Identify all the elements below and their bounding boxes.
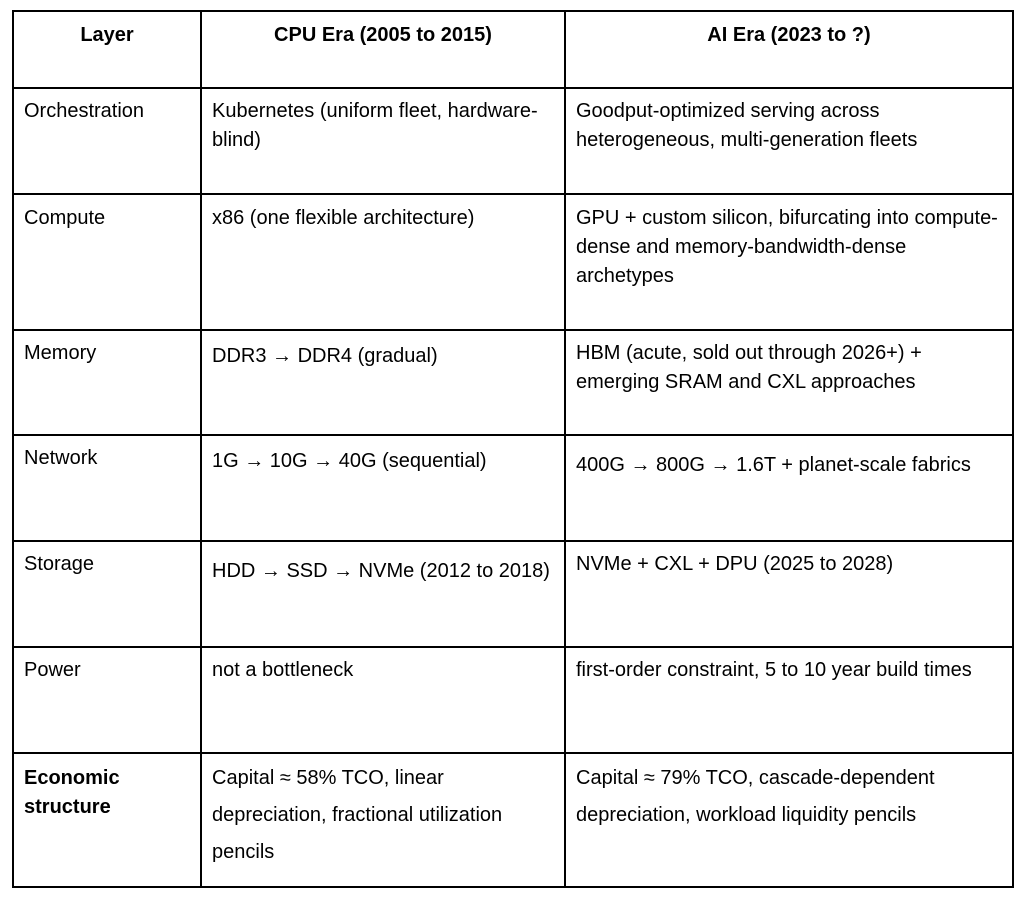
header-ai-era: AI Era (2023 to ?) bbox=[565, 11, 1013, 88]
layer-cell: Storage bbox=[13, 541, 201, 647]
cpu-era-cell: Capital ≈ 58% TCO, linear depreciation, fractional utilization pencils bbox=[201, 753, 565, 887]
layer-cell: Orchestration bbox=[13, 88, 201, 194]
ai-era-cell: Goodput-optimized serving across heterogeneous, multi-generation fleets bbox=[565, 88, 1013, 194]
layer-cell: Network bbox=[13, 435, 201, 541]
cpu-era-cell: x86 (one flexible architecture) bbox=[201, 194, 565, 330]
cpu-era-cell: Kubernetes (uniform fleet, hardware-blind) bbox=[201, 88, 565, 194]
header-layer: Layer bbox=[13, 11, 201, 88]
layer-cell: Compute bbox=[13, 194, 201, 330]
ai-era-cell: first-order constraint, 5 to 10 year build times bbox=[565, 647, 1013, 753]
cpu-era-cell: not a bottleneck bbox=[201, 647, 565, 753]
cpu-era-cell: DDR3 → DDR4 (gradual) bbox=[201, 330, 565, 435]
ai-era-cell: GPU + custom silicon, bifurcating into compute-dense and memory-bandwidth-dense archetypes bbox=[565, 194, 1013, 330]
layer-cell: Power bbox=[13, 647, 201, 753]
ai-era-cell: 400G → 800G → 1.6T + planet-scale fabrics bbox=[565, 435, 1013, 541]
ai-era-cell: NVMe + CXL + DPU (2025 to 2028) bbox=[565, 541, 1013, 647]
table-row-compute bbox=[13, 194, 1013, 330]
table-row-memory bbox=[13, 330, 1013, 435]
ai-era-cell: HBM (acute, sold out through 2026+) + emerging SRAM and CXL approaches bbox=[565, 330, 1013, 435]
layer-cell: Economic structure bbox=[13, 753, 201, 887]
header-cpu-era: CPU Era (2005 to 2015) bbox=[201, 11, 565, 88]
table-row-orchestration bbox=[13, 88, 1013, 194]
table-row-economic-structure bbox=[13, 753, 1013, 887]
table-row-network bbox=[13, 435, 1013, 541]
table-row-power bbox=[13, 647, 1013, 753]
layer-cell: Memory bbox=[13, 330, 201, 435]
ai-era-cell: Capital ≈ 79% TCO, cascade-dependent depreciation, workload liquidity pencils bbox=[565, 753, 1013, 887]
table-row-storage bbox=[13, 541, 1013, 647]
cpu-era-cell: 1G → 10G → 40G (sequential) bbox=[201, 435, 565, 541]
comparison-table bbox=[12, 10, 1014, 888]
cpu-era-cell: HDD → SSD → NVMe (2012 to 2018) bbox=[201, 541, 565, 647]
header-row bbox=[13, 11, 1013, 88]
